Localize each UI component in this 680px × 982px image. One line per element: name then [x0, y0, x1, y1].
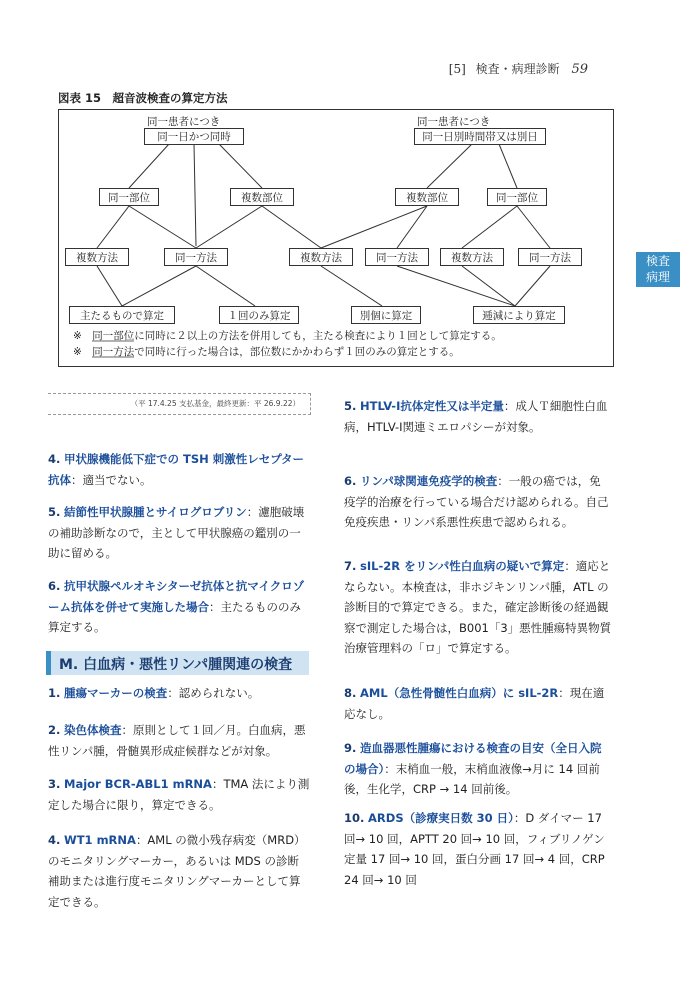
item-m-4	[48, 830, 310, 912]
item-right-5	[344, 396, 612, 437]
node-same-method-1: 同一方法	[164, 248, 228, 266]
item-left-6	[48, 576, 310, 638]
node-same-site-right: 同一部位	[487, 188, 547, 206]
figure-box	[58, 109, 614, 367]
item-number: 7.	[344, 559, 357, 573]
node-multiple-methods-2: 複数方法	[289, 248, 353, 266]
item-number: 10.	[344, 811, 365, 825]
left-caption: 同一患者につき	[147, 116, 221, 128]
item-title: 甲状腺機能低下症での TSH 刺激性レセプター抗体	[48, 452, 304, 487]
item-number: 2.	[48, 723, 61, 737]
item-number: 4.	[48, 452, 61, 466]
item-title: HTLV-Ⅰ抗体定性又は半定量	[360, 399, 504, 413]
item-title: Major BCR-ABL1 mRNA	[64, 777, 212, 791]
section-heading-m: M. 白血病・悪性リンパ腫関連の検査	[46, 651, 309, 675]
item-body: ：末梢血一般，末梢血液像→月に 14 回前後，生化学，CRP → 14 回前後。	[344, 761, 600, 796]
item-body: ：適当でない。	[71, 472, 152, 487]
item-title: 結節性甲状腺腫とサイログロブリン	[64, 505, 247, 519]
item-m-1	[48, 683, 310, 704]
item-left-5	[48, 502, 310, 564]
item-right-7	[344, 556, 612, 659]
item-m-2	[48, 720, 310, 761]
item-body: ：認められない。	[167, 686, 260, 700]
figure-title: 図表 15 超音波検査の算定方法	[58, 91, 228, 105]
item-body: ：D ダイマー 17 回→ 10 回，APTT 20 回→ 10 回，フィブリノゲン定量 17 回→ 10 回，蛋白分画 17 回→ 4 回，CRP 24 回→ 10 回	[344, 811, 605, 887]
running-header	[449, 60, 588, 77]
side-tab-line2: 病理	[645, 270, 670, 284]
item-body: ：TMA 法により測定した場合に限り，算定できる。	[48, 777, 310, 812]
item-right-9	[344, 738, 612, 800]
item-title: 抗甲状腺ペルオキシターゼ抗体と抗マイクロゾーム抗体を併せて実施した場合	[48, 579, 305, 614]
page-number: 59	[571, 62, 588, 77]
side-tab	[636, 252, 680, 287]
node-same-site-left: 同一部位	[99, 188, 159, 206]
source-note: （平 17.4.25 支払基金，最終更新：平 26.9.22）	[48, 393, 311, 415]
node-multiple-methods-1: 複数方法	[65, 248, 129, 266]
item-number: 6.	[48, 579, 61, 593]
node-same-method-3: 同一方法	[518, 248, 582, 266]
item-title: WT1 mRNA	[64, 833, 136, 847]
node-decreasing: 逓減により算定	[473, 306, 565, 324]
item-m-3	[48, 774, 310, 815]
item-body: ：現在適応なし。	[344, 686, 605, 721]
item-body: ：濾胞破壊の補助診断なので，主として甲状腺癌の鑑別の一助に留める。	[48, 505, 305, 560]
item-title: ARDS（診療実日数 30 日）	[368, 811, 514, 825]
item-left-4	[48, 449, 310, 490]
node-multiple-methods-3: 複数方法	[440, 248, 504, 266]
item-title: リンパ球関連免疫学的検査	[360, 474, 498, 488]
node-main-only: 主たるもので算定	[69, 306, 175, 324]
item-body: ：適応とならない。本検査は，非ホジキンリンパ腫，ATL の診断目的で算定できる。また，確定診断後の経過観察で測定した場合は，B001「3」悪性腫瘍特異物質治療管理料の「ロ」で算定する。	[344, 559, 612, 655]
item-title: sIL-2R をリンパ性白血病の疑いで算定	[360, 559, 565, 573]
item-right-10	[344, 808, 612, 890]
item-right-8	[344, 683, 612, 724]
item-body: ：成人Ｔ細胞性白血病，HTLV-Ⅰ関連ミエロパシーが対象。	[344, 399, 608, 434]
right-caption: 同一患者につき	[417, 116, 491, 128]
node-same-method-2: 同一方法	[365, 248, 429, 266]
item-right-6	[344, 471, 612, 533]
figure-note-1: ※ 同一部位に同時に２以上の方法を併用しても，主たる検査により１回として算定する。	[73, 330, 502, 342]
item-number: 9.	[344, 741, 357, 755]
node-multiple-sites-left: 複数部位	[230, 188, 294, 206]
side-tab-line1: 検査	[645, 254, 670, 268]
item-title: 腫瘍マーカーの検査	[64, 686, 168, 700]
item-number: 6.	[344, 474, 357, 488]
item-body: ：AML の微小残存病変（MRD）のモニタリングマーカー，あるいは MDS の診断補助または進行度モニタリングマーカーとして算定できる。	[48, 833, 306, 909]
item-title: AML（急性骨髄性白血病）に sIL-2R	[360, 686, 559, 700]
node-different-time-or-day: 同一日別時間帯又は別日	[414, 128, 546, 145]
item-body: ：一般の癌では，免疫学的治療を行っている場合だけ認められる。自己免疫疾患・リンパ系悪性疾患で認められる。	[344, 474, 609, 529]
item-body: ：原則として１回／月。白血病，悪性リンパ腫，骨髄異形成症候群などが対象。	[48, 723, 306, 758]
item-title: 造血器悪性腫瘍における検査の目安（全日入院の場合）	[344, 741, 602, 776]
node-multiple-sites-right: 複数部位	[395, 188, 459, 206]
header-title: 検査・病理診断	[475, 62, 560, 76]
item-body: ：主たるもののみ算定する。	[48, 599, 301, 634]
node-same-day-same-time: 同一日かつ同時	[144, 128, 244, 145]
node-separate: 別個に算定	[351, 306, 421, 324]
figure-note-2: ※ 同一方法で同時に行った場合は，部位数にかかわらず１回のみの算定とする。	[73, 346, 460, 358]
item-number: 1.	[48, 686, 61, 700]
section-marker: [5]	[448, 62, 466, 76]
item-number: 4.	[48, 833, 61, 847]
item-number: 5.	[344, 399, 357, 413]
node-once-only: １回のみ算定	[219, 306, 299, 324]
item-title: 染色体検査	[64, 723, 122, 737]
item-number: 5.	[48, 505, 61, 519]
item-number: 3.	[48, 777, 61, 791]
item-number: 8.	[344, 686, 357, 700]
